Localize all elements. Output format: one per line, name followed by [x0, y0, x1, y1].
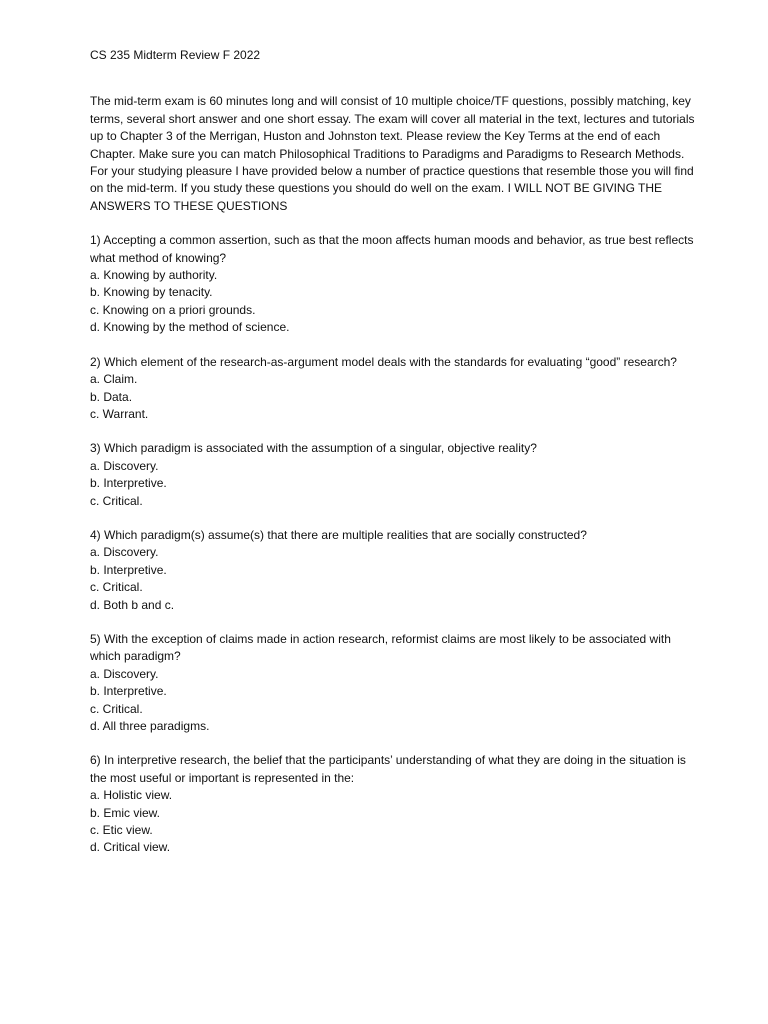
answer-option: c. Critical.	[90, 580, 143, 595]
question-2	[90, 354, 698, 424]
question-text: 2) Which element of the research-as-argument model deals with the standards for evaluating “good” research?	[90, 354, 677, 369]
question-3	[90, 440, 698, 510]
answer-option: b. Interpretive.	[90, 684, 167, 699]
intro-paragraph: The mid-term exam is 60 minutes long and will consist of 10 multiple choice/TF questions, possibly matching, key terms, several short answer and one short essay. The exam will cover all material in the text, lectures and tutorials up to Chapter 3 of the Merrigan, Huston and Johnston text. Please review the Key Terms at the end of each Chapter. Make sure you can match Philosophical Traditions to Paradigms and Paradigms to Research Methods. For your studying pleasure I have provided below a number of practice questions that resemble those you will find on the mid-term. If you study these questions you should do well on the exam. I WILL NOT BE GIVING THE ANSWERS TO THESE QUESTIONS	[90, 94, 695, 213]
question-text: 5) With the exception of claims made in action research, reformist claims are most likely to be associated with which paradigm?	[90, 631, 671, 664]
answer-option: c. Warrant.	[90, 406, 149, 421]
answer-option: a. Knowing by authority.	[90, 268, 218, 283]
answer-option: c. Knowing on a priori grounds.	[90, 302, 256, 317]
answer-option: d. Knowing by the method of science.	[90, 320, 290, 335]
question-text: 3) Which paradigm is associated with the assumption of a singular, objective reality?	[90, 441, 537, 456]
answer-option: a. Discovery.	[90, 666, 159, 681]
answer-option: a. Claim.	[90, 372, 138, 387]
answer-option: a. Holistic view.	[90, 788, 173, 803]
answer-option: d. Both b and c.	[90, 597, 175, 612]
answer-option: d. Critical view.	[90, 840, 171, 855]
answer-option: d. All three paradigms.	[90, 719, 210, 733]
answer-option: b. Data.	[90, 389, 133, 404]
answer-option: b. Emic view.	[90, 805, 161, 820]
question-text: 6) In interpretive research, the belief that the participants’ understanding of what they are doing in the situation is the most useful or important is represented in the:	[90, 753, 686, 785]
question-text: 4) Which paradigm(s) assume(s) that there are multiple realities that are socially constructed?	[90, 527, 587, 542]
answer-option: c. Critical.	[90, 701, 143, 716]
answer-option: c. Critical.	[90, 493, 143, 508]
question-4	[90, 527, 698, 614]
answer-option: a. Discovery.	[90, 458, 159, 473]
answer-option: b. Interpretive.	[90, 562, 167, 577]
answer-option: a. Discovery.	[90, 545, 159, 560]
answer-option: b. Interpretive.	[90, 476, 167, 491]
question-1	[90, 232, 698, 336]
document-title: CS 235 Midterm Review F 2022	[90, 48, 261, 62]
answer-option: b. Knowing by tenacity.	[90, 285, 213, 300]
answer-option: c. Etic view.	[90, 823, 153, 838]
question-6	[90, 752, 698, 856]
question-5	[90, 631, 698, 735]
question-text: 1) Accepting a common assertion, such as that the moon affects human moods and behavior, as true best reflects what method of knowing?	[90, 233, 694, 265]
